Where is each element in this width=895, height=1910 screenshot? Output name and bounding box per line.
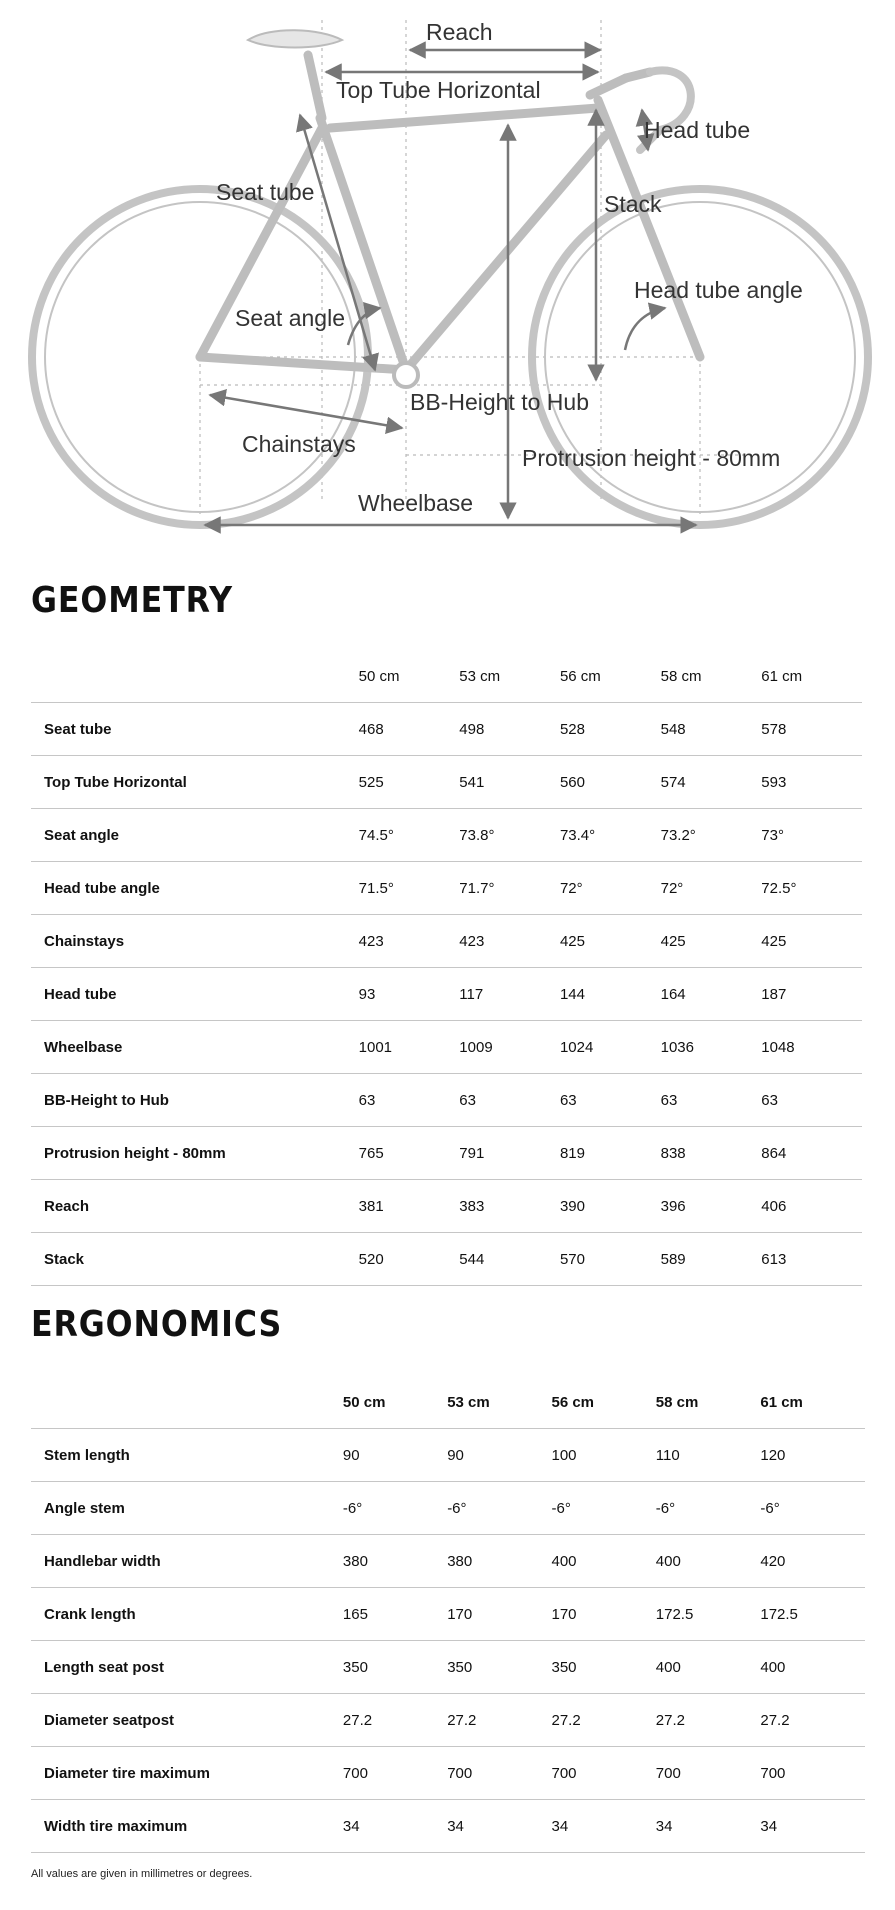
cell-value: 110 <box>656 1429 761 1482</box>
cell-value: 63 <box>459 1074 560 1127</box>
cell-value: 1024 <box>560 1021 661 1074</box>
cell-value: 27.2 <box>343 1694 447 1747</box>
ergonomics-table <box>31 1376 865 1853</box>
size-header: 50 cm <box>359 650 460 703</box>
size-header: 53 cm <box>459 650 560 703</box>
cell-value: 1001 <box>359 1021 460 1074</box>
cell-value: 400 <box>551 1535 655 1588</box>
label-top-tube-horizontal: Top Tube Horizontal <box>336 77 541 103</box>
cell-value: 350 <box>447 1641 551 1694</box>
table-row <box>31 1747 865 1800</box>
cell-value: 34 <box>447 1800 551 1853</box>
cell-value: 90 <box>447 1429 551 1482</box>
cell-value: 72° <box>560 862 661 915</box>
cell-value: 73.8° <box>459 809 560 862</box>
cell-value: 172.5 <box>656 1588 761 1641</box>
row-label: Stem length <box>31 1429 343 1482</box>
table-row <box>31 1021 862 1074</box>
cell-value: 560 <box>560 756 661 809</box>
cell-value: 700 <box>343 1747 447 1800</box>
cell-value: -6° <box>760 1482 865 1535</box>
geometry-table <box>31 650 862 1286</box>
table-row <box>31 756 862 809</box>
cell-value: 350 <box>343 1641 447 1694</box>
label-reach: Reach <box>426 19 493 45</box>
cell-value: 574 <box>661 756 762 809</box>
cell-value: 406 <box>761 1180 862 1233</box>
saddle <box>248 30 342 47</box>
cell-value: 525 <box>359 756 460 809</box>
row-label: Stack <box>31 1233 359 1286</box>
cell-value: 700 <box>760 1747 865 1800</box>
cell-value: 120 <box>760 1429 865 1482</box>
row-label: Crank length <box>31 1588 343 1641</box>
cell-value: 73° <box>761 809 862 862</box>
cell-value: 172.5 <box>760 1588 865 1641</box>
cell-value: 425 <box>761 915 862 968</box>
cell-value: 791 <box>459 1127 560 1180</box>
cell-value: 187 <box>761 968 862 1021</box>
table-row <box>31 1535 865 1588</box>
cell-value: 381 <box>359 1180 460 1233</box>
cell-value: 383 <box>459 1180 560 1233</box>
row-label: Seat tube <box>31 703 359 756</box>
cell-value: 700 <box>551 1747 655 1800</box>
label-head-tube-angle: Head tube angle <box>634 277 803 303</box>
label-head-tube: Head tube <box>644 117 751 143</box>
cell-value: 93 <box>359 968 460 1021</box>
size-header: 61 cm <box>760 1376 865 1429</box>
footnote: All values are given in millimetres or degrees. <box>31 1868 253 1880</box>
cell-value: 73.2° <box>661 809 762 862</box>
size-header: 53 cm <box>447 1376 551 1429</box>
cell-value: 144 <box>560 968 661 1021</box>
table-row <box>31 1800 865 1853</box>
row-label: Chainstays <box>31 915 359 968</box>
table-row <box>31 703 862 756</box>
label-bb-height: BB-Height to Hub <box>410 389 589 415</box>
row-label: Diameter tire maximum <box>31 1747 343 1800</box>
cell-value: 528 <box>560 703 661 756</box>
row-label: Reach <box>31 1180 359 1233</box>
cell-value: 700 <box>447 1747 551 1800</box>
cell-value: 63 <box>560 1074 661 1127</box>
size-header: 58 cm <box>661 650 762 703</box>
cell-value: -6° <box>343 1482 447 1535</box>
cell-value: 63 <box>661 1074 762 1127</box>
cell-value: 27.2 <box>447 1694 551 1747</box>
cell-value: 63 <box>359 1074 460 1127</box>
bike-geometry-diagram <box>0 0 895 540</box>
cell-value: 100 <box>551 1429 655 1482</box>
cell-value: 425 <box>661 915 762 968</box>
cell-value: 73.4° <box>560 809 661 862</box>
cell-value: 170 <box>551 1588 655 1641</box>
cell-value: 541 <box>459 756 560 809</box>
cell-value: 420 <box>760 1535 865 1588</box>
table-row <box>31 915 862 968</box>
label-chainstays: Chainstays <box>242 431 356 457</box>
cell-value: 380 <box>447 1535 551 1588</box>
cell-value: 570 <box>560 1233 661 1286</box>
row-label: Head tube <box>31 968 359 1021</box>
cell-value: 578 <box>761 703 862 756</box>
cell-value: 71.7° <box>459 862 560 915</box>
cell-value: 765 <box>359 1127 460 1180</box>
table-row <box>31 1641 865 1694</box>
row-label: Top Tube Horizontal <box>31 756 359 809</box>
cell-value: 27.2 <box>760 1694 865 1747</box>
cell-value: 170 <box>447 1588 551 1641</box>
table-header-row <box>31 650 862 703</box>
cell-value: 380 <box>343 1535 447 1588</box>
table-row <box>31 1429 865 1482</box>
row-label: Diameter seatpost <box>31 1694 343 1747</box>
row-label: Angle stem <box>31 1482 343 1535</box>
cell-value: 400 <box>760 1641 865 1694</box>
table-row <box>31 1127 862 1180</box>
cell-value: 63 <box>761 1074 862 1127</box>
table-header-row <box>31 1376 865 1429</box>
cell-value: 468 <box>359 703 460 756</box>
row-label: Handlebar width <box>31 1535 343 1588</box>
cell-value: 27.2 <box>551 1694 655 1747</box>
cell-value: 589 <box>661 1233 762 1286</box>
label-protrusion-height: Protrusion height - 80mm <box>522 445 781 471</box>
label-wheelbase: Wheelbase <box>358 490 474 516</box>
cell-value: 72° <box>661 862 762 915</box>
cell-value: 350 <box>551 1641 655 1694</box>
cell-value: 34 <box>551 1800 655 1853</box>
size-header: 56 cm <box>560 650 661 703</box>
cell-value: 700 <box>656 1747 761 1800</box>
cell-value: 71.5° <box>359 862 460 915</box>
cell-value: -6° <box>447 1482 551 1535</box>
label-seat-tube: Seat tube <box>216 179 315 205</box>
cell-value: 498 <box>459 703 560 756</box>
cell-value: 90 <box>343 1429 447 1482</box>
cell-value: 34 <box>656 1800 761 1853</box>
table-row <box>31 1482 865 1535</box>
cell-value: 520 <box>359 1233 460 1286</box>
row-label: Head tube angle <box>31 862 359 915</box>
cell-value: 423 <box>459 915 560 968</box>
table-row <box>31 968 862 1021</box>
table-row <box>31 1233 862 1286</box>
cell-value: 1048 <box>761 1021 862 1074</box>
cell-value: 864 <box>761 1127 862 1180</box>
cell-value: 72.5° <box>761 862 862 915</box>
table-row <box>31 809 862 862</box>
size-header: 58 cm <box>656 1376 761 1429</box>
size-header: 50 cm <box>343 1376 447 1429</box>
cell-value: 400 <box>656 1535 761 1588</box>
cell-value: 838 <box>661 1127 762 1180</box>
row-label: Wheelbase <box>31 1021 359 1074</box>
table-row <box>31 1694 865 1747</box>
cell-value: 819 <box>560 1127 661 1180</box>
table-row <box>31 1588 865 1641</box>
table-row <box>31 862 862 915</box>
cell-value: 548 <box>661 703 762 756</box>
cell-value: 400 <box>656 1641 761 1694</box>
row-label: Length seat post <box>31 1641 343 1694</box>
cell-value: 74.5° <box>359 809 460 862</box>
label-seat-angle: Seat angle <box>235 305 345 331</box>
cell-value: 1009 <box>459 1021 560 1074</box>
cell-value: 544 <box>459 1233 560 1286</box>
cell-value: 1036 <box>661 1021 762 1074</box>
table-row <box>31 1074 862 1127</box>
bottom-bracket <box>394 363 418 387</box>
ergonomics-title: ERGONOMICS <box>31 1304 283 1345</box>
row-label: Protrusion height - 80mm <box>31 1127 359 1180</box>
cell-value: 165 <box>343 1588 447 1641</box>
cell-value: 27.2 <box>656 1694 761 1747</box>
cell-value: 613 <box>761 1233 862 1286</box>
cell-value: 593 <box>761 756 862 809</box>
row-label: Width tire maximum <box>31 1800 343 1853</box>
cell-value: -6° <box>656 1482 761 1535</box>
cell-value: 396 <box>661 1180 762 1233</box>
cell-value: 425 <box>560 915 661 968</box>
cell-value: 390 <box>560 1180 661 1233</box>
cell-value: 423 <box>359 915 460 968</box>
cell-value: -6° <box>551 1482 655 1535</box>
cell-value: 34 <box>343 1800 447 1853</box>
size-header: 61 cm <box>761 650 862 703</box>
size-header: 56 cm <box>551 1376 655 1429</box>
cell-value: 117 <box>459 968 560 1021</box>
row-label: BB-Height to Hub <box>31 1074 359 1127</box>
table-row <box>31 1180 862 1233</box>
geometry-title: GEOMETRY <box>31 580 234 621</box>
cell-value: 34 <box>760 1800 865 1853</box>
cell-value: 164 <box>661 968 762 1021</box>
row-label: Seat angle <box>31 809 359 862</box>
label-stack: Stack <box>604 191 662 217</box>
